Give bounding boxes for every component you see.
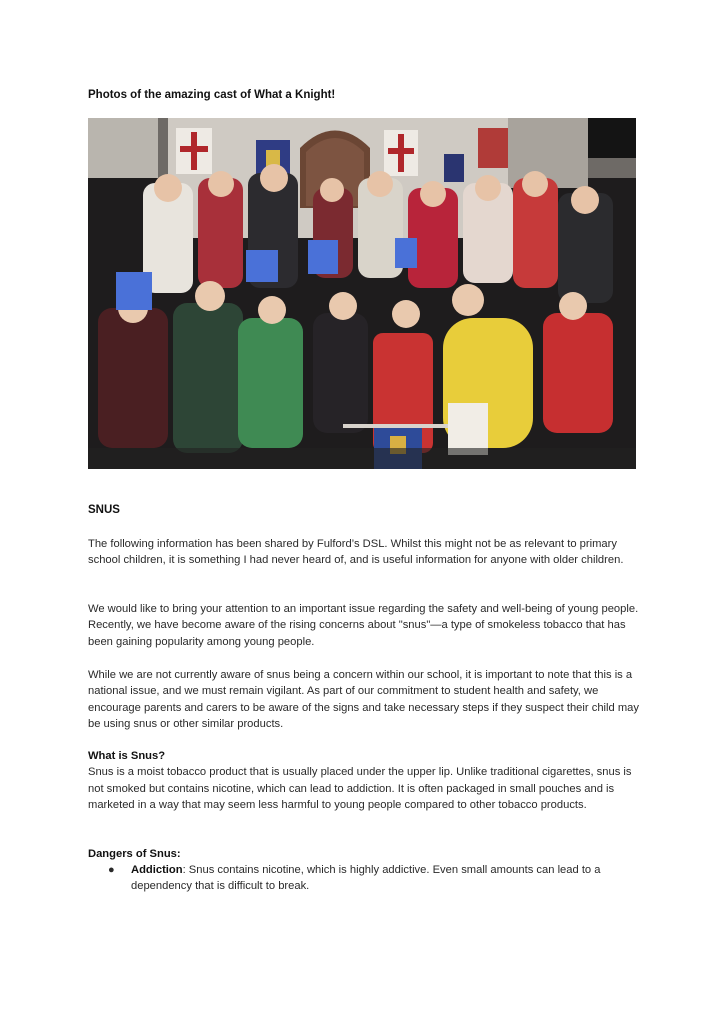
vigilance-paragraph: While we are not currently aware of snus being a concern within our school, it is important to note that this is a national issue, and we must remain vigilant. As part of our commitment to student health and safety, we encourage parents and carers to be aware of the signs and take necessary steps if they suspect their child may be using snus or other similar products. (88, 669, 639, 730)
dangers-list (88, 862, 640, 895)
danger-text: : Snus contains nicotine, which is highly addictive. Even small amounts can lead to a dependency that is difficult to break. (131, 864, 601, 893)
dangers-heading-text: Dangers of Snus: (88, 848, 181, 860)
what-is-snus-text: Snus is a moist tobacco product that is usually placed under the upper lip. Unlike traditional cigarettes, snus is not smoked but contains nicotine, which can lead to addiction. It is often packaged in small pouches and is marketed in a way that may seem less harmful to young people compared to other tobacco products. (88, 766, 632, 811)
bullet-icon: ● (108, 864, 115, 876)
cast-photo (88, 118, 636, 469)
snus-heading: SNUS (88, 504, 120, 516)
dangers-heading (88, 846, 640, 862)
list-item (88, 862, 640, 895)
intro-paragraph: The following information has been shared by Fulford’s DSL. Whilst this might not be as relevant to primary school children, it is something I had never heard of, and is useful information for anyone with older children. (88, 538, 624, 567)
concern-paragraph: We would like to bring your attention to an important issue regarding the safety and well-being of young people. Recently, we have become aware of the rising concerns about "snus"—a type of smokeless tobacco that has been gaining popularity among young people. (88, 603, 639, 648)
photos-heading: Photos of the amazing cast of What a Knight! (88, 89, 336, 101)
danger-term: Addiction (131, 864, 183, 876)
what-is-snus-section (88, 748, 640, 813)
what-is-snus-heading: What is Snus? (88, 750, 166, 762)
